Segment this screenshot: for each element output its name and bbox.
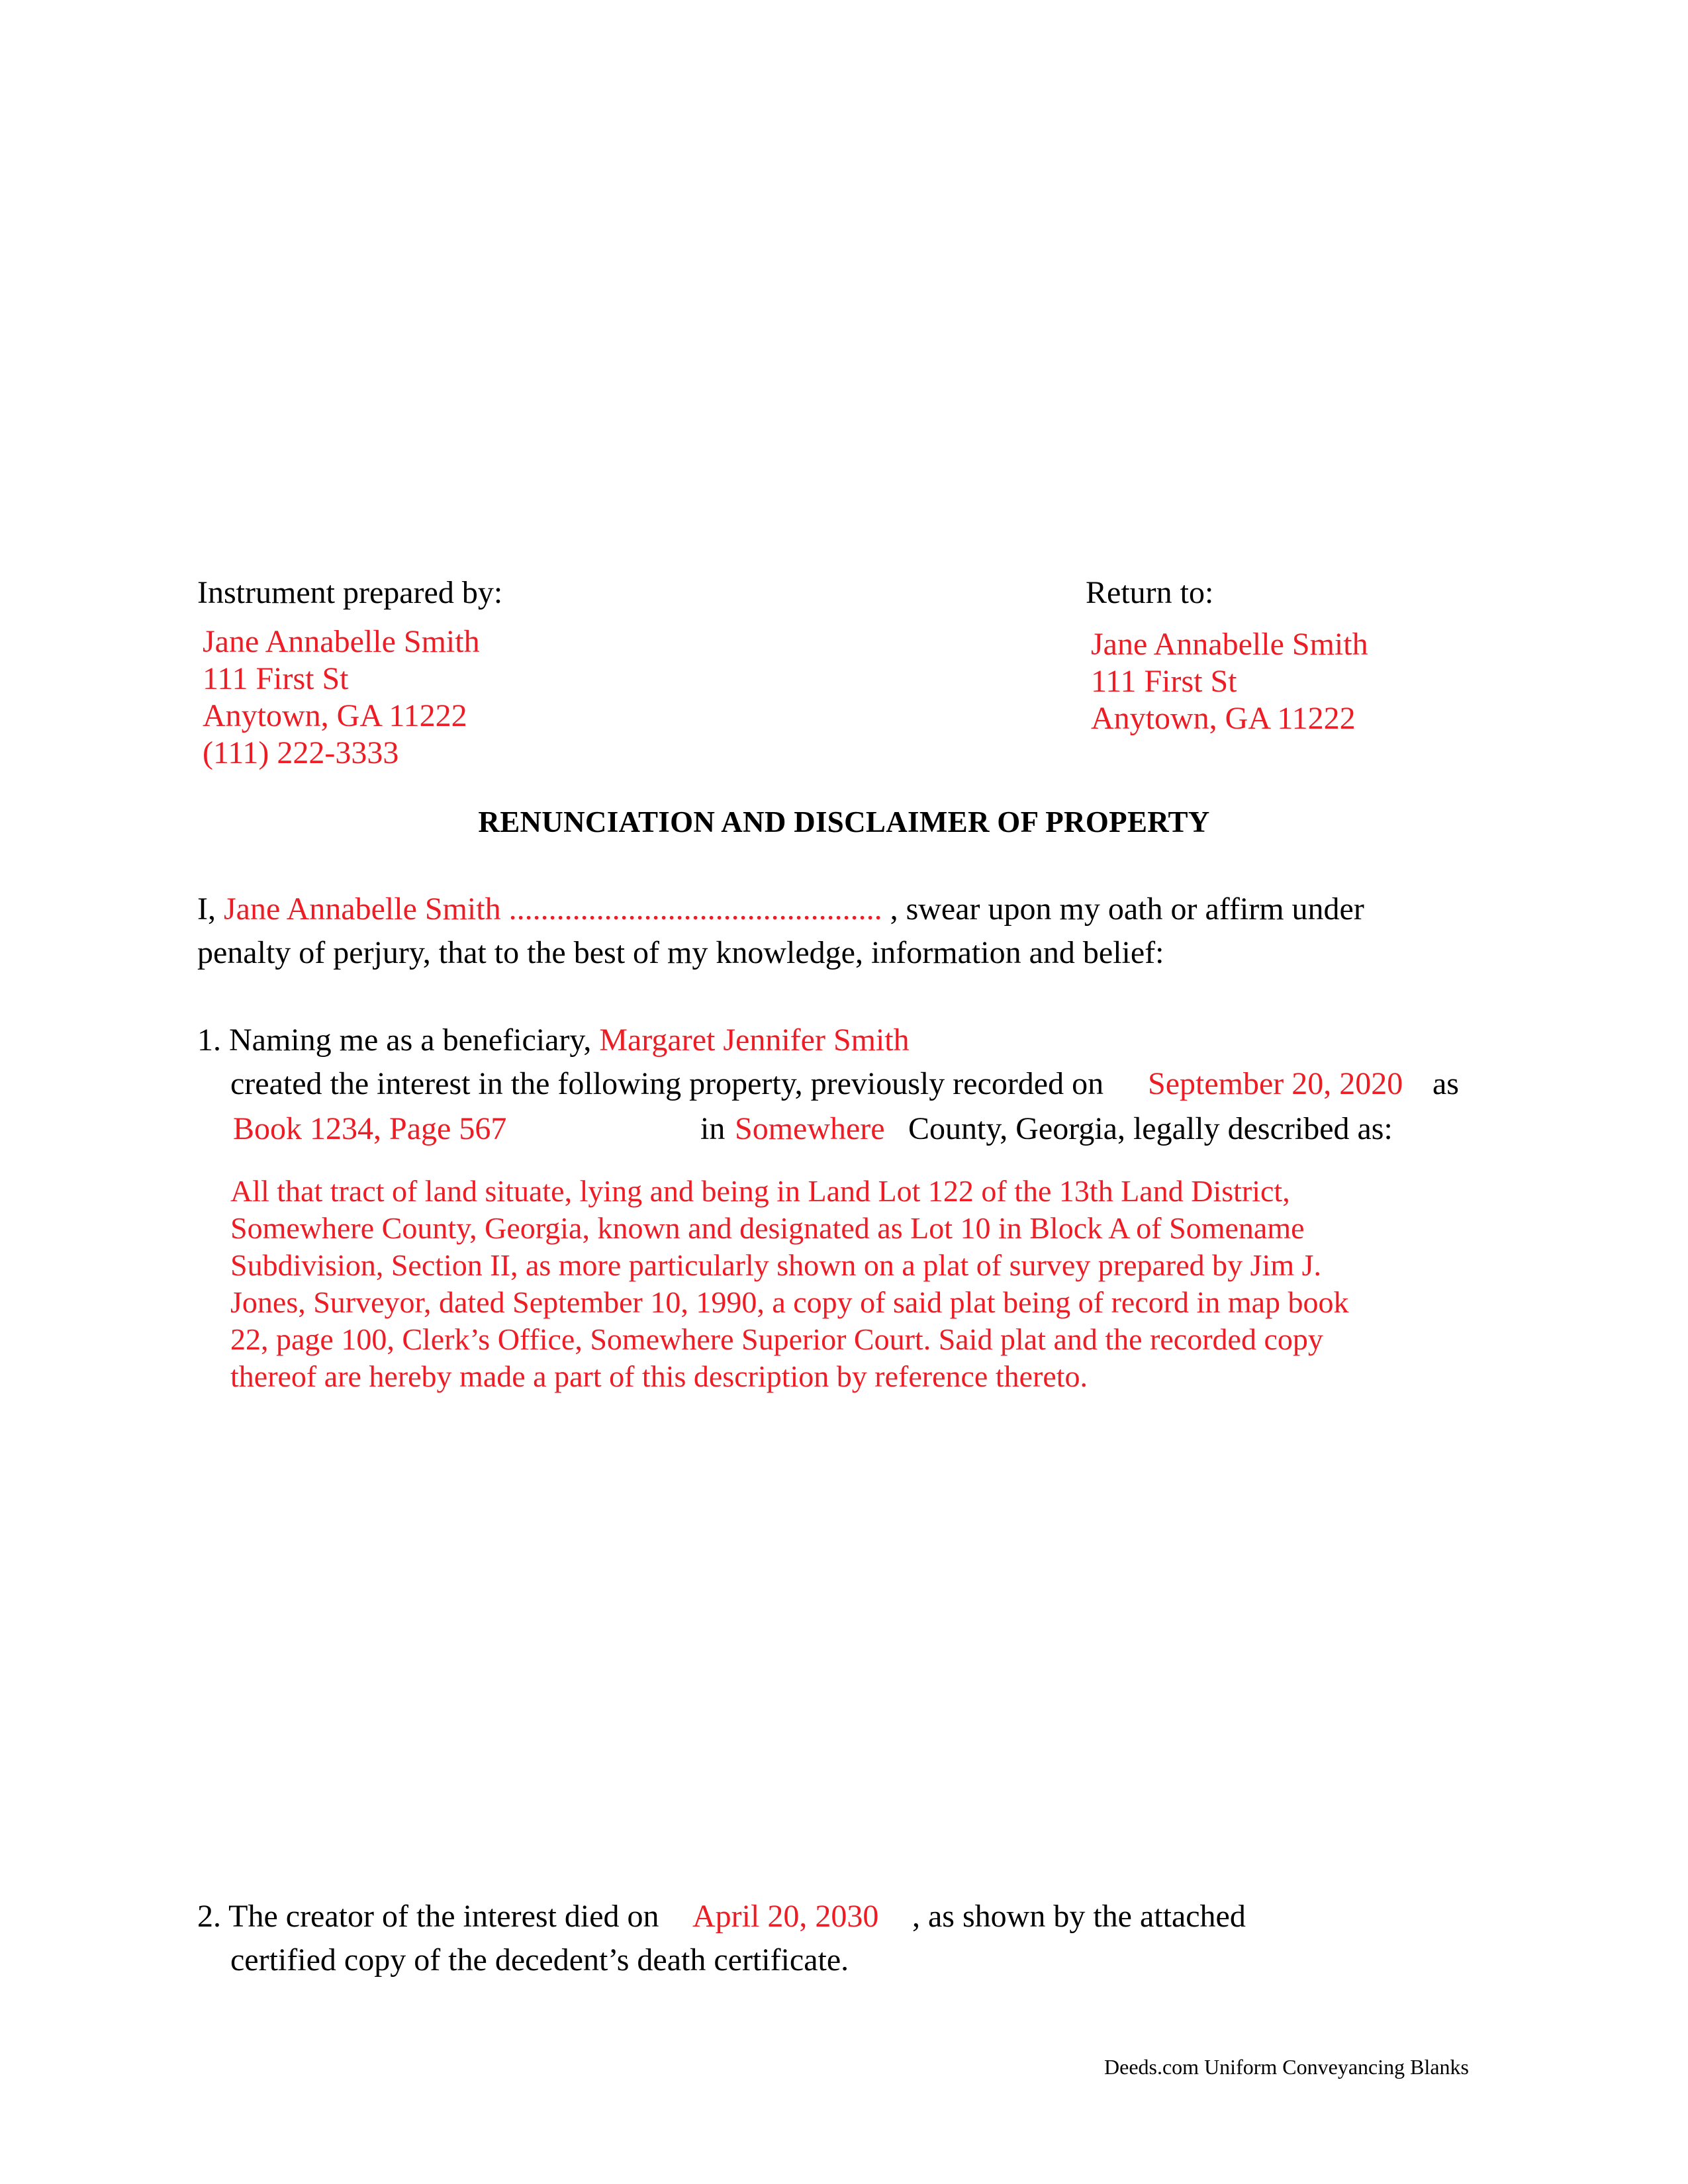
prepared-by-label: Instrument prepared by:	[197, 575, 503, 610]
oath-line-2: penalty of perjury, that to the best of my knowledge, information and belief:	[197, 935, 1164, 970]
prepared-by-phone: (111) 222-3333	[203, 735, 399, 770]
document-title: RENUNCIATION AND DISCLAIMER OF PROPERTY	[478, 805, 1210, 839]
legal-line: Subdivision, Section II, as more particularly shown on a plat of survey prepared by Jim J.	[230, 1248, 1322, 1282]
item1-lead: Naming me as a beneficiary,	[229, 1023, 592, 1058]
return-to-label: Return to:	[1086, 575, 1214, 610]
in-word: in	[700, 1111, 726, 1146]
item2-number: 2.	[197, 1899, 221, 1934]
prepared-by-street: 111 First St	[203, 661, 349, 696]
recorded-date: September 20, 2020	[1148, 1066, 1403, 1101]
legal-line: All that tract of land situate, lying and being in Land Lot 122 of the 13th Land District,	[230, 1174, 1290, 1208]
item2-suffix: , as shown by the attached	[912, 1899, 1246, 1934]
affiant-name: Jane Annabelle Smith	[223, 891, 501, 927]
footer-credit: Deeds.com Uniform Conveyancing Blanks	[1104, 2055, 1469, 2079]
item1-number: 1.	[197, 1023, 221, 1058]
affiant-dots: ...............................................	[508, 891, 882, 927]
return-to-city: Anytown, GA 11222	[1091, 701, 1356, 736]
legal-line: Somewhere County, Georgia, known and designated as Lot 10 in Block A of Somename	[230, 1211, 1305, 1245]
return-to-street: 111 First St	[1091, 664, 1237, 699]
item1-line-2: created the interest in the following property, previously recorded on	[230, 1066, 1104, 1101]
item2-line-1	[197, 1898, 659, 1935]
book-page: Book 1234, Page 567	[233, 1111, 507, 1146]
creator-name: Margaret Jennifer Smith	[599, 1023, 910, 1058]
county-name: Somewhere	[735, 1111, 885, 1146]
oath-prefix: I,	[197, 891, 216, 927]
oath-line-1	[197, 891, 1364, 928]
legal-description	[230, 1173, 1475, 1395]
item2-lead: The creator of the interest died on	[228, 1899, 659, 1934]
county-suffix: County, Georgia, legally described as:	[908, 1111, 1393, 1146]
prepared-by-name: Jane Annabelle Smith	[203, 624, 480, 659]
as-word: as	[1432, 1066, 1459, 1101]
oath-suffix: , swear upon my oath or affirm under	[890, 891, 1364, 927]
legal-line: 22, page 100, Clerk’s Office, Somewhere Superior Court. Said plat and the recorded copy	[230, 1322, 1323, 1356]
return-to-name: Jane Annabelle Smith	[1091, 627, 1368, 662]
legal-line: Jones, Surveyor, dated September 10, 1990, a copy of said plat being of record in map book	[230, 1285, 1349, 1319]
item2-line-2: certified copy of the decedent’s death certificate.	[230, 1942, 849, 1978]
prepared-by-city: Anytown, GA 11222	[203, 698, 467, 733]
legal-line: thereof are hereby made a part of this description by reference thereto.	[230, 1359, 1088, 1393]
item1-line-1	[197, 1022, 910, 1059]
death-date: April 20, 2030	[692, 1899, 879, 1934]
